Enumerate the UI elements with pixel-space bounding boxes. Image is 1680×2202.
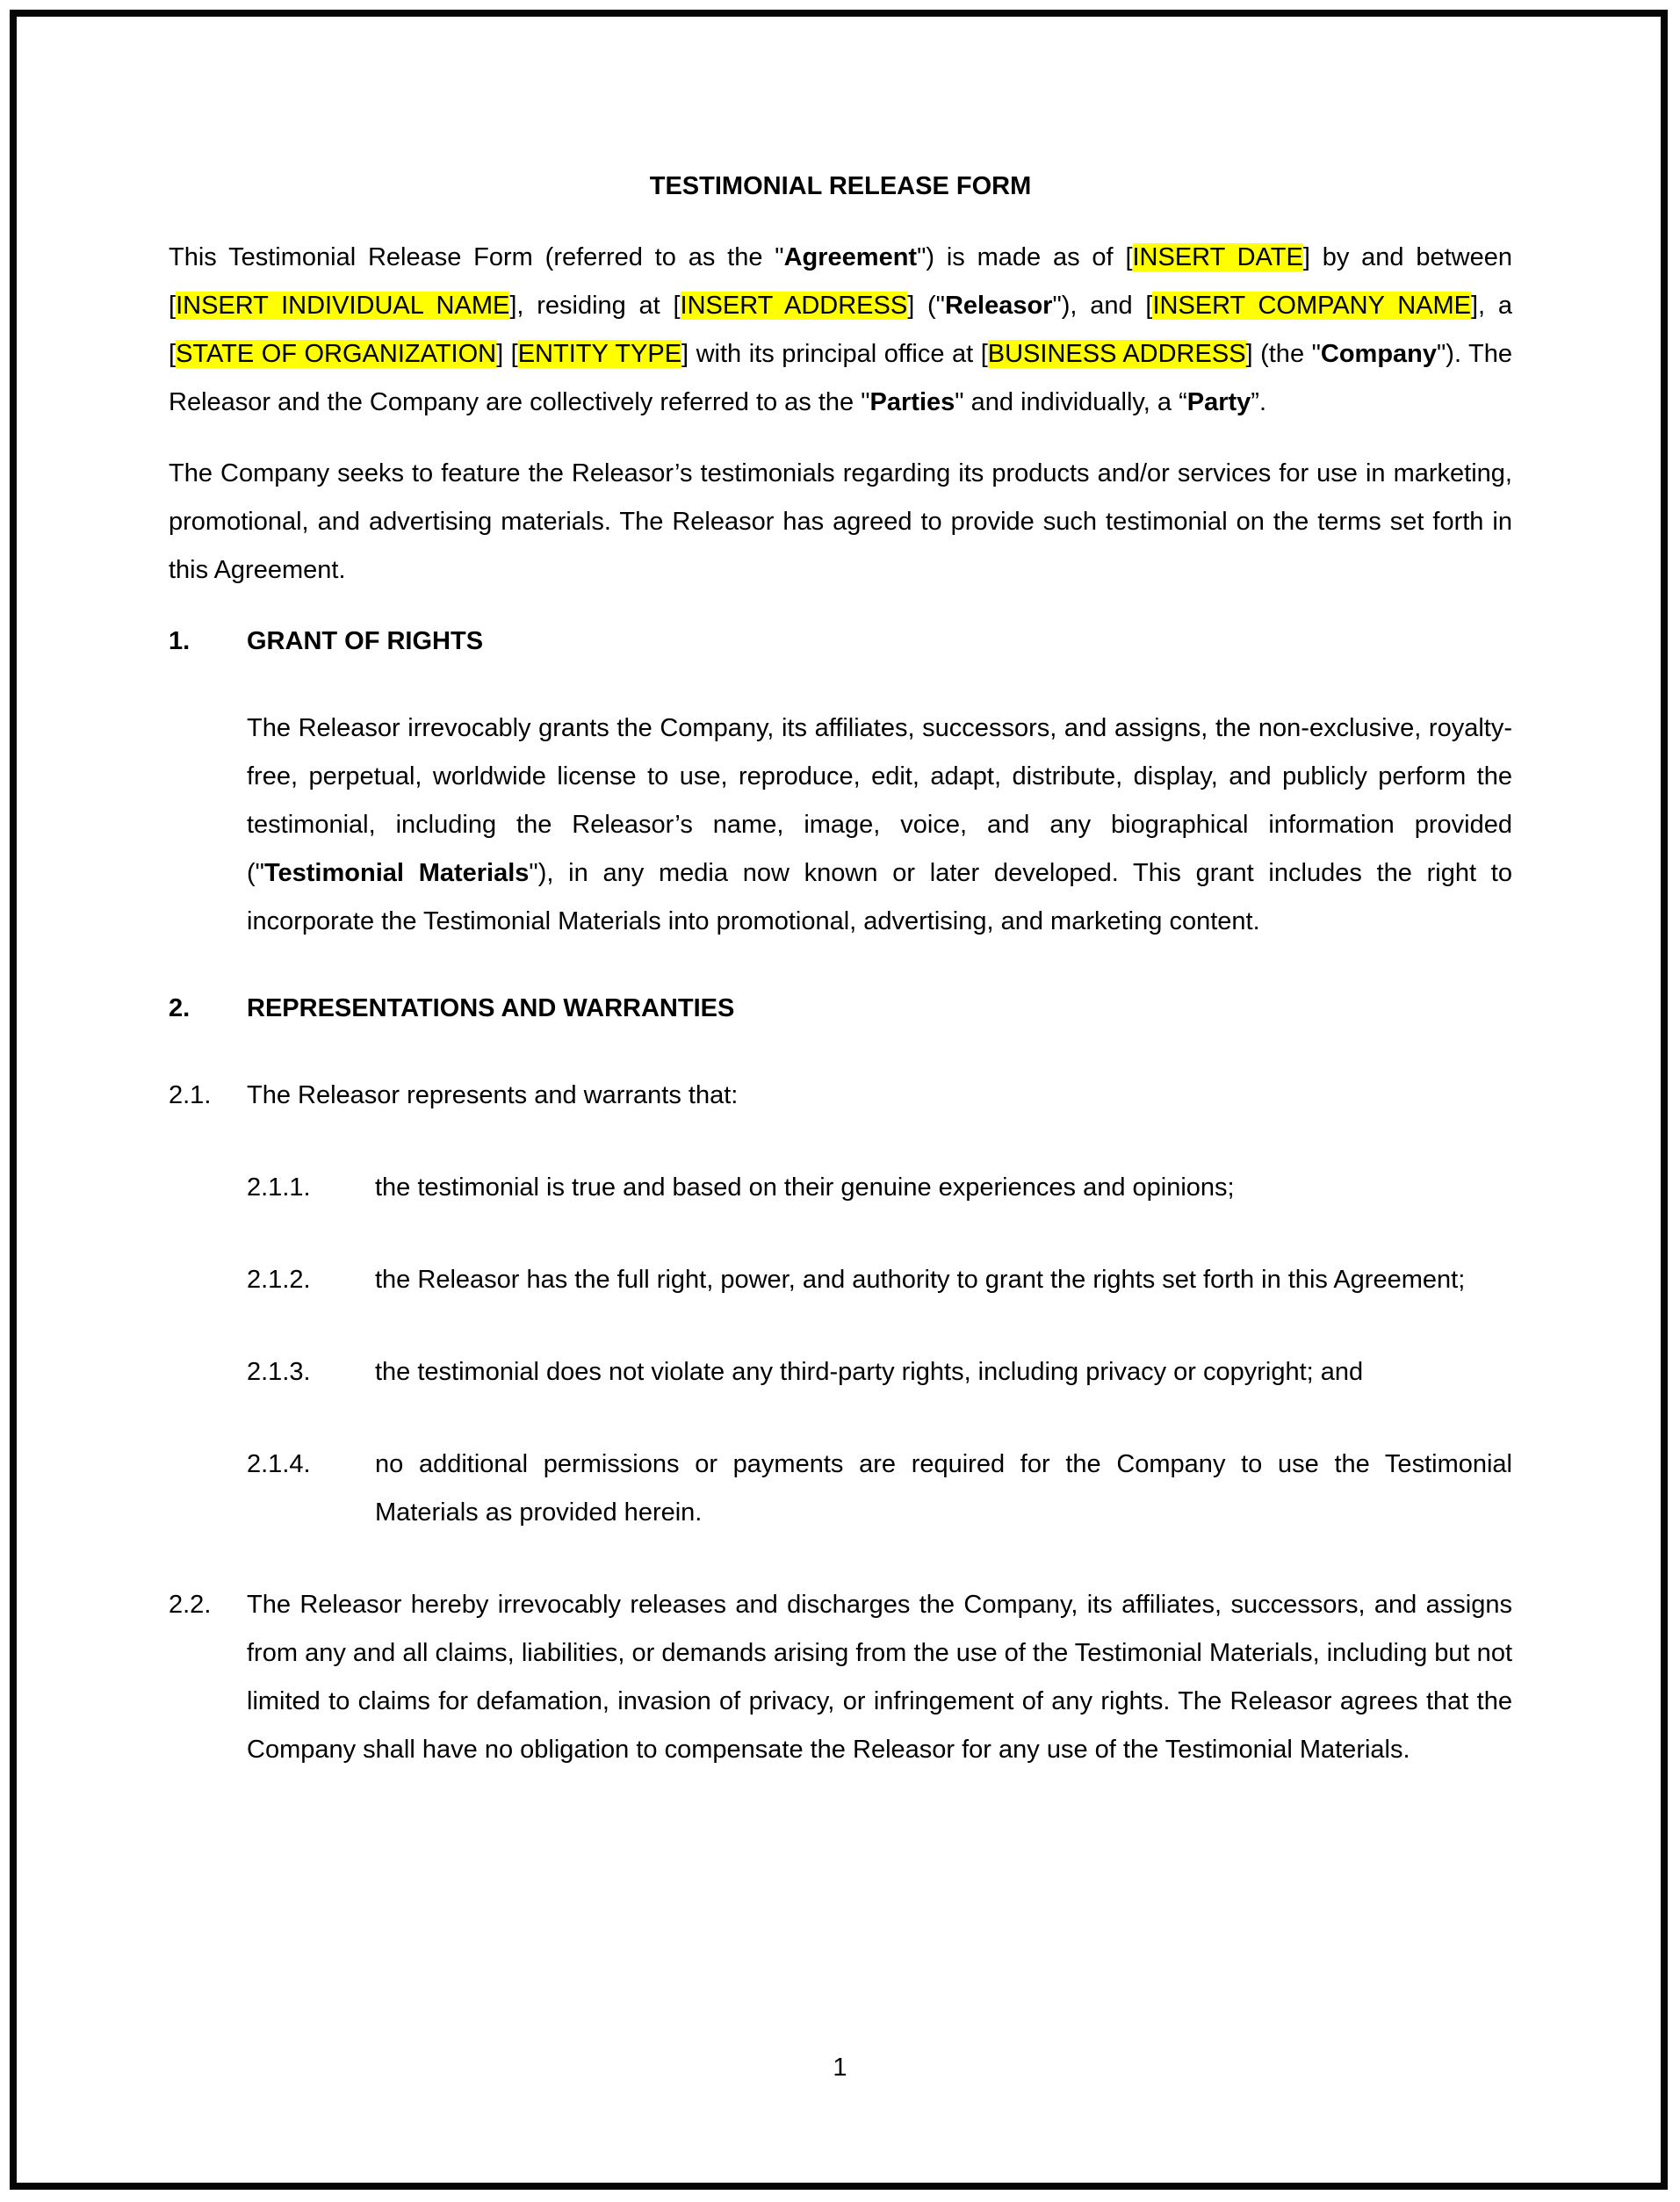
text-run: ] (the " xyxy=(1245,340,1321,368)
defined-term: Releasor xyxy=(944,292,1053,320)
text-run: the Releasor has the full right, power, and authority to grant the rights set forth in this Agreement; xyxy=(375,1266,1466,1294)
heading-label: GRANT OF RIGHTS xyxy=(247,627,484,655)
intro-paragraph xyxy=(169,234,1512,427)
placeholder-highlight: ENTITY TYPE xyxy=(517,340,682,368)
text-run: " and individually, a “ xyxy=(955,388,1187,416)
placeholder-highlight: STATE OF ORGANIZATION xyxy=(176,340,497,368)
defined-term: Party xyxy=(1186,388,1251,416)
text-run: "), and [ xyxy=(1052,292,1153,320)
heading-grant-of-rights xyxy=(169,617,1512,666)
document-body xyxy=(169,162,1512,1818)
page-number: 1 xyxy=(833,2054,847,2082)
clause-number: 1. xyxy=(169,627,191,655)
text-run: ] with its principal office at [ xyxy=(681,340,988,368)
clause-number: 2. xyxy=(169,994,191,1022)
clause-2-1-1 xyxy=(247,1164,1512,1212)
clause-number: 2.1.2. xyxy=(247,1266,311,1294)
text-run: ] by and between [ xyxy=(169,243,1512,320)
clause-number: 2.1.4. xyxy=(247,1450,311,1478)
clause-text xyxy=(375,1348,1512,1397)
text-run: The Releasor irrevocably grants the Company, its affiliates, successors, and assigns, the non-exclusive, royalty-free, perpetual, worldwide license to use, reproduce, edit, adapt, distribute, display, and publicly perform the testimonial, including the Releasor’s name, image, voice, and any biographical information provided (" xyxy=(247,714,1512,887)
clause-2-2 xyxy=(169,1581,1512,1774)
clause-text xyxy=(375,1256,1512,1304)
clause-text xyxy=(247,1072,1512,1120)
text-run: ”. xyxy=(1251,388,1267,416)
grant-of-rights-body xyxy=(247,704,1512,946)
text-run: The Company seeks to feature the Releasor’s testimonials regarding its products and/or services for use in marketing, promotional, and advertising materials. The Releasor has agreed to provide such testimonial on the terms set forth in this Agreement. xyxy=(169,459,1512,584)
document-title: TESTIMONIAL RELEASE FORM xyxy=(649,172,1032,200)
heading-representations-and-warranties xyxy=(169,985,1512,1033)
defined-term: Agreement xyxy=(783,243,918,271)
text-run: ] [ xyxy=(496,340,518,368)
text-run: The Releasor represents and warrants that: xyxy=(247,1081,739,1109)
placeholder-highlight: INSERT COMPANY NAME xyxy=(1152,292,1471,320)
clause-number: 2.2. xyxy=(169,1591,212,1619)
text-run: "), in any media now known or later developed. This grant includes the right to incorporate the Testimonial Materials into promotional, advertising, and marketing content. xyxy=(247,859,1512,935)
clause-2-1-3 xyxy=(247,1348,1512,1397)
clause-text xyxy=(375,1440,1512,1537)
text-run: the testimonial is true and based on their genuine experiences and opinions; xyxy=(375,1173,1235,1202)
clause-2-1 xyxy=(169,1072,1512,1120)
text-run: ") is made as of [ xyxy=(917,243,1133,271)
clause-text xyxy=(375,1164,1512,1212)
text-run: The Releasor hereby irrevocably releases and discharges the Company, its affiliates, successors, and assigns from any and all claims, liabilities, or demands arising from the use of the Testimonial Materials, including but not limited to claims for defamation, invasion of privacy, or infringement of any rights. The Releasor agrees that the Company shall have no obligation to compensate the Releasor for any use of the Testimonial Materials. xyxy=(247,1591,1512,1764)
clause-2-1-4 xyxy=(247,1440,1512,1537)
text-run: This Testimonial Release Form (referred to as the " xyxy=(169,243,784,271)
placeholder-highlight: BUSINESS ADDRESS xyxy=(987,340,1246,368)
text-run: ], residing at [ xyxy=(509,292,681,320)
placeholder-highlight: INSERT ADDRESS xyxy=(680,292,908,320)
heading-label: REPRESENTATIONS AND WARRANTIES xyxy=(247,994,735,1022)
clause-text xyxy=(247,1581,1512,1774)
defined-term: Company xyxy=(1320,340,1438,368)
placeholder-highlight: INSERT INDIVIDUAL NAME xyxy=(176,292,510,320)
purpose-paragraph xyxy=(169,450,1512,595)
clause-number: 2.1.3. xyxy=(247,1358,311,1386)
placeholder-highlight: INSERT DATE xyxy=(1132,243,1303,271)
clause-number: 2.1. xyxy=(169,1081,212,1109)
text-run: ] (" xyxy=(907,292,945,320)
doc-blocks xyxy=(169,234,1512,1774)
text-run: ], a [ xyxy=(169,292,1512,368)
defined-term: Parties xyxy=(869,388,955,416)
clause-2-1-2 xyxy=(247,1256,1512,1304)
text-run: no additional permissions or payments are required for the Company to use the Testimonial Materials as provided herein. xyxy=(375,1450,1512,1527)
text-run: "). The Releasor and the Company are collectively referred to as the " xyxy=(169,340,1512,416)
defined-term: Testimonial Materials xyxy=(263,859,530,887)
clause-number: 2.1.1. xyxy=(247,1173,311,1202)
text-run: the testimonial does not violate any third-party rights, including privacy or copyright; and xyxy=(375,1358,1364,1386)
